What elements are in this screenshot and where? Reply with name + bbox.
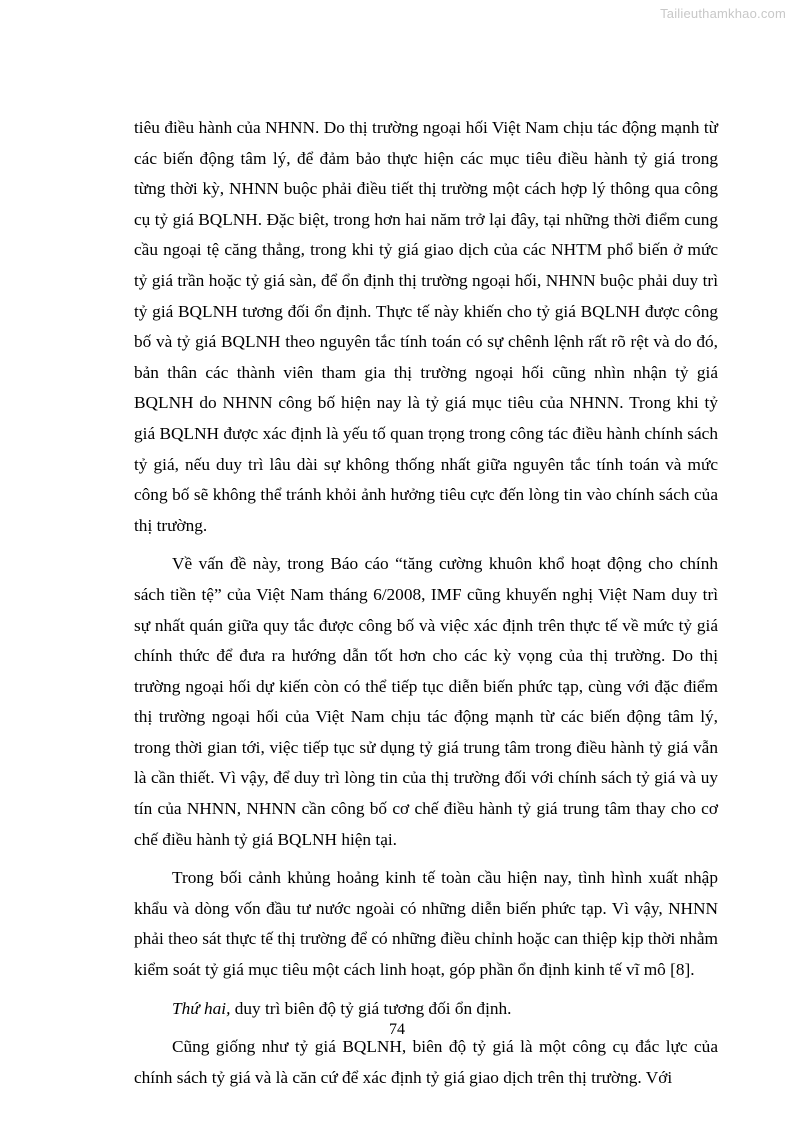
page-body (134, 113, 718, 1093)
page-number: 74 (389, 1021, 405, 1038)
paragraph-exchange-band: Cũng giống như tỷ giá BQLNH, biên độ tỷ giá là một công cụ đắc lực của chính sách tỷ giá và là căn cứ để xác định tỷ giá giao dịch trên thị trường. Với (134, 1037, 718, 1087)
watermark-text: Tailieuthamkhao.com (660, 6, 786, 21)
section-heading-second (134, 994, 718, 1025)
paragraph-continuation: tiêu điều hành của NHNN. Do thị trường ngoại hối Việt Nam chịu tác động mạnh từ các biến động tâm lý, để đảm bảo thực hiện các mục tiêu điều hành tỷ giá trong từng thời kỳ, NHNN buộc phải điều tiết thị trường một cách hợp lý thông qua công cụ tỷ giá BQLNH. Đặc biệt, trong hơn hai năm trở lại đây, tại những thời điểm cung cầu ngoại tệ căng thẳng, trong khi tỷ giá giao dịch của các NHTM phổ biến ở mức tỷ giá trần hoặc tỷ giá sàn, để ổn định thị trường ngoại hối, NHNN buộc phải duy trì tỷ giá BQLNH tương đối ổn định. Thực tế này khiến cho tỷ giá BQLNH được công bố và tỷ giá BQLNH theo nguyên tắc tính toán có sự chênh lệnh rất rõ rệt và do đó, bản thân các thành viên tham gia thị trường ngoại hối cũng nhìn nhận tỷ giá BQLNH do NHNN công bố hiện nay là tỷ giá mục tiêu của NHNN. Trong khi tỷ giá BQLNH được xác định là yếu tố quan trọng trong công tác điều hành chính sách tỷ giá, nếu duy trì lâu dài sự không thống nhất giữa nguyên tắc tính toán và mức công bố sẽ không thể tránh khỏi ảnh hưởng tiêu cực đến lòng tin vào chính sách của thị trường. (134, 118, 718, 535)
paragraph-global-crisis: Trong bối cảnh khủng hoảng kinh tế toàn cầu hiện nay, tình hình xuất nhập khẩu và dòng vốn đầu tư nước ngoài có những diễn biến phức tạp. Vì vậy, NHNN phải theo sát thực tế thị trường để có những điều chỉnh hoặc can thiệp kịp thời nhằm kiểm soát tỷ giá mục tiêu một cách linh hoạt, góp phần ổn định kinh tế vĩ mô [8]. (134, 868, 718, 980)
heading-italic-lead: Thứ hai, (172, 998, 231, 1018)
paragraph-imf-recommendation: Về vấn đề này, trong Báo cáo “tăng cường khuôn khổ hoạt động cho chính sách tiền tệ” của Việt Nam tháng 6/2008, IMF cũng khuyến nghị Việt Nam duy trì sự nhất quán giữa quy tắc được công bố và việc xác định trên thực tế về mức tỷ giá chính thức để đưa ra hướng dẫn tốt hơn cho các kỳ vọng của thị trường. Do thị trường ngoại hối dự kiến còn có thể tiếp tục diễn biến phức tạp, cùng với đặc điểm thị trường ngoại hối của Việt Nam chịu tác động mạnh từ các biến động tâm lý, trong thời gian tới, việc tiếp tục sử dụng tỷ giá trung tâm trong điều hành tỷ giá vẫn là cần thiết. Vì vậy, để duy trì lòng tin của thị trường đối với chính sách tỷ giá và uy tín của NHNN, NHNN cần công bố cơ chế điều hành tỷ giá trung tâm thay cho cơ chế điều hành tỷ giá BQLNH hiện tại. (134, 554, 718, 849)
heading-rest: duy trì biên độ tỷ giá tương đối ổn định. (230, 998, 512, 1018)
